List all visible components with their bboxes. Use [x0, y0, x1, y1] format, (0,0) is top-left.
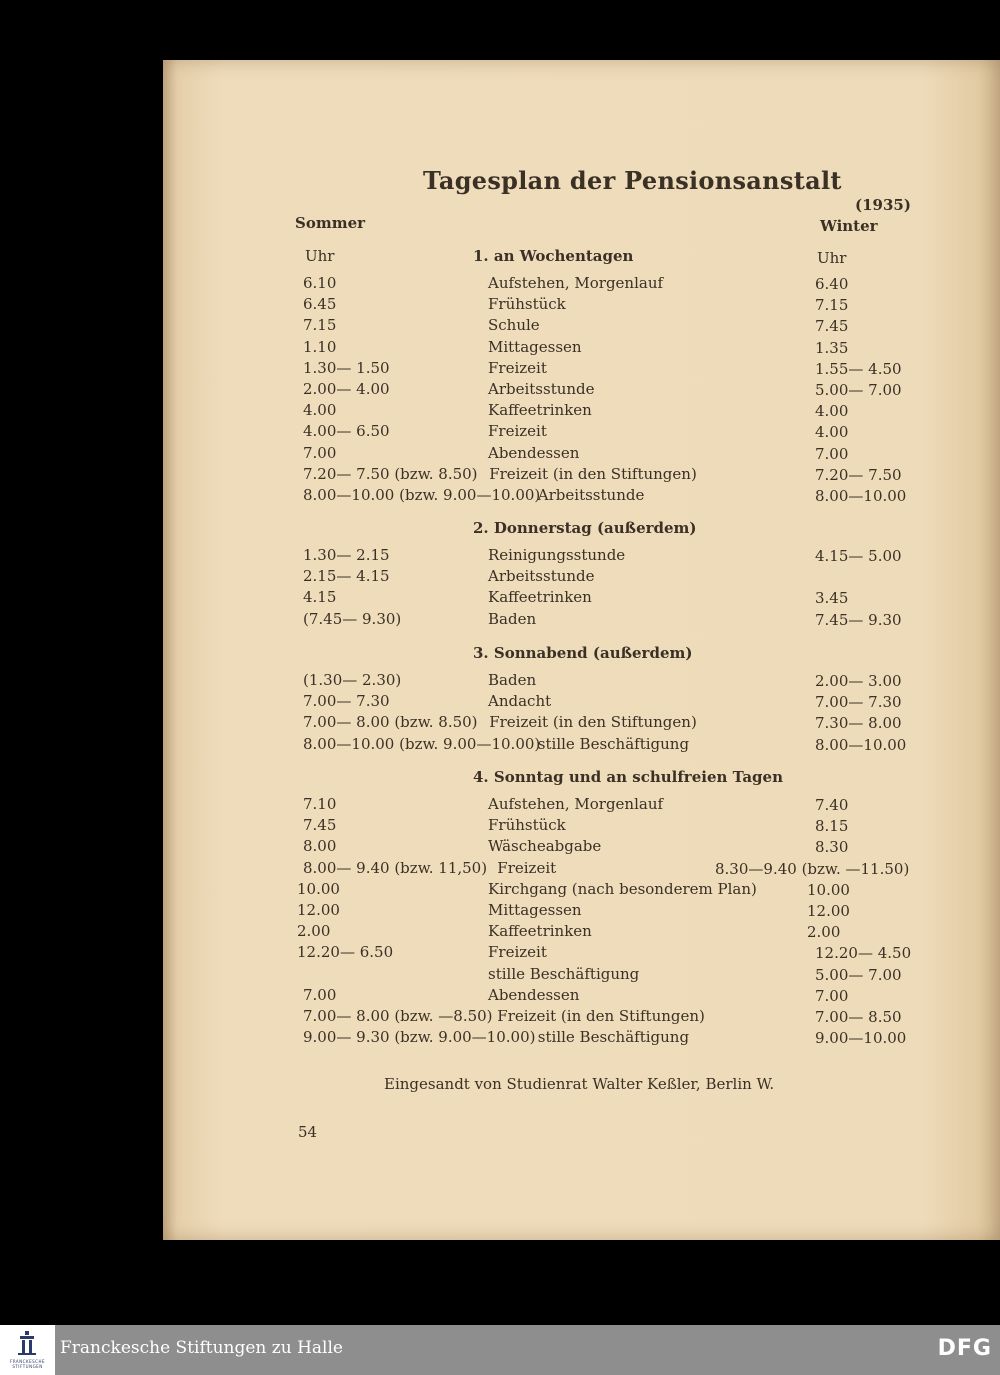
time-winter: 8.00—10.00 — [815, 735, 907, 754]
time-summer: 4.00— 6.50 — [303, 422, 390, 441]
unit-label-summer: Uhr — [305, 247, 335, 265]
time-summer: 8.00—10.00 (bzw. 9.00—10.00) — [303, 734, 541, 753]
time-summer: 4.15 — [303, 588, 337, 607]
activity: Mittagessen — [488, 337, 582, 356]
page-number: 54 — [298, 1123, 318, 1141]
time-summer: 1.30— 2.15 — [303, 546, 390, 564]
unit-label-winter: Uhr — [817, 249, 847, 267]
time-winter: 7.00 — [815, 444, 849, 463]
activity: Arbeitsstunde — [488, 380, 595, 398]
time-summer: 7.00— 7.30 — [303, 692, 390, 711]
time-summer: 10.00 — [297, 879, 340, 898]
time-winter: 8.30—9.40 (bzw. —11.50) — [715, 859, 910, 878]
activity: Kaffeetrinken — [488, 922, 592, 941]
activity: Wäscheabgabe — [488, 837, 602, 856]
activity: Aufstehen, Morgenlauf — [488, 795, 664, 813]
time-winter: 12.00 — [807, 902, 850, 920]
activity: Andacht — [488, 692, 552, 711]
time-summer: (1.30— 2.30) — [303, 671, 402, 689]
activity: stille Beschäftigung — [537, 1028, 690, 1047]
activity: Schule — [488, 316, 540, 335]
time-winter: 7.00— 8.50 — [815, 1008, 902, 1026]
activity: Kirchgang (nach besonderem Plan) — [488, 879, 757, 898]
scanned-page — [163, 60, 1000, 1240]
time-winter: 4.00 — [815, 402, 849, 421]
section-heading: 3. Sonnabend (außerdem) — [473, 644, 693, 662]
column-header-winter: Winter — [820, 217, 878, 235]
section-heading: 4. Sonntag und an schulfreien Tagen — [473, 768, 783, 786]
time-winter: 7.15 — [815, 296, 849, 315]
activity: Reinigungsstunde — [488, 546, 626, 564]
time-winter: 12.20— 4.50 — [815, 944, 912, 963]
time-summer: 7.00— 8.00 (bzw. —8.50) — [303, 1007, 493, 1025]
time-winter: 1.35 — [815, 338, 849, 357]
dfg-logo[interactable]: DFG — [937, 1336, 992, 1361]
time-summer: 7.45 — [303, 816, 337, 835]
activity: Arbeitsstunde — [537, 486, 645, 504]
activity: Baden — [488, 609, 537, 628]
time-winter: 7.45 — [815, 317, 849, 336]
section-heading: 1. an Wochentagen — [473, 247, 634, 265]
activity: Freizeit — [497, 858, 557, 877]
activity: Kaffeetrinken — [488, 401, 592, 420]
time-summer: 7.10 — [303, 795, 337, 813]
activity: Freizeit (in den Stiftungen) — [489, 464, 697, 483]
time-winter: 7.40 — [815, 796, 849, 814]
activity: Baden — [488, 671, 537, 689]
time-summer: 2.00 — [297, 922, 331, 941]
activity: stille Beschäftigung — [488, 964, 640, 983]
activity: Freizeit — [488, 358, 547, 377]
time-summer: 7.15 — [303, 316, 337, 335]
viewer-footer-bar — [0, 1325, 1000, 1375]
time-summer: 1.10 — [303, 337, 337, 356]
time-winter: 10.00 — [807, 880, 850, 899]
activity: Abendessen — [488, 443, 580, 462]
time-summer: 8.00 — [303, 837, 337, 856]
institution-logo[interactable] — [0, 1325, 55, 1375]
year-label: (1935) — [855, 196, 911, 214]
time-winter: 5.00— 7.00 — [815, 965, 902, 984]
activity: Frühstück — [488, 816, 566, 835]
time-winter: 7.00— 7.30 — [815, 693, 902, 712]
signature-line: Eingesandt von Studienrat Walter Keßler, Berlin W. — [384, 1075, 775, 1093]
time-winter: 8.15 — [815, 817, 849, 836]
time-winter: 8.30 — [815, 838, 849, 857]
time-summer: 2.00— 4.00 — [303, 380, 390, 398]
activity: Kaffeetrinken — [488, 588, 592, 607]
activity: Freizeit — [488, 943, 547, 962]
time-summer: 12.00 — [297, 901, 340, 919]
francke-logo-icon — [17, 1331, 37, 1355]
activity: Mittagessen — [488, 901, 582, 919]
logo-caption: FRANCKESCHE STIFTUNGEN — [10, 1359, 45, 1369]
time-winter: 5.00— 7.00 — [815, 381, 902, 399]
activity: Freizeit — [488, 422, 547, 441]
time-summer: 7.00 — [303, 443, 337, 462]
time-summer: 6.10 — [303, 274, 337, 292]
time-summer: 8.00—10.00 (bzw. 9.00—10.00) — [303, 486, 541, 504]
time-winter: 7.45— 9.30 — [815, 610, 902, 629]
time-summer: 7.00 — [303, 985, 337, 1004]
time-winter: 2.00 — [807, 923, 841, 942]
time-winter: 1.55— 4.50 — [815, 359, 902, 378]
time-summer: 12.20— 6.50 — [297, 943, 394, 962]
page-title: Tagesplan der Pensionsanstalt — [423, 166, 842, 195]
time-winter: 7.20— 7.50 — [815, 465, 902, 484]
column-header-summer: Sommer — [295, 214, 366, 232]
activity: Frühstück — [488, 295, 566, 314]
time-winter: 8.00—10.00 — [815, 487, 907, 505]
activity: stille Beschäftigung — [537, 734, 690, 753]
time-winter: 3.45 — [815, 589, 849, 608]
time-winter: 4.15— 5.00 — [815, 547, 902, 565]
time-winter: 7.30— 8.00 — [815, 714, 902, 733]
activity: Arbeitsstunde — [488, 567, 595, 586]
institution-name[interactable]: Franckesche Stiftungen zu Halle — [60, 1338, 343, 1358]
time-winter: 6.40 — [815, 275, 849, 293]
time-summer: 8.00— 9.40 (bzw. 11,50) — [303, 858, 488, 877]
time-summer: 2.15— 4.15 — [303, 567, 390, 586]
section-heading: 2. Donnerstag (außerdem) — [473, 519, 697, 537]
time-summer: 6.45 — [303, 295, 337, 314]
time-summer: (7.45— 9.30) — [303, 609, 402, 628]
time-summer: 9.00— 9.30 (bzw. 9.00—10.00) — [303, 1028, 536, 1047]
time-winter: 2.00— 3.00 — [815, 672, 902, 690]
time-winter: 4.00 — [815, 423, 849, 442]
activity: Abendessen — [488, 985, 580, 1004]
time-winter: 7.00 — [815, 986, 849, 1005]
activity: Freizeit (in den Stiftungen) — [497, 1007, 705, 1025]
time-summer: 1.30— 1.50 — [303, 358, 390, 377]
time-summer: 4.00 — [303, 401, 337, 420]
time-winter: 9.00—10.00 — [815, 1029, 907, 1048]
activity: Aufstehen, Morgenlauf — [488, 274, 664, 292]
time-summer: 7.00— 8.00 (bzw. 8.50) — [303, 713, 478, 732]
activity: Freizeit (in den Stiftungen) — [489, 713, 697, 732]
time-summer: 7.20— 7.50 (bzw. 8.50) — [303, 464, 478, 483]
